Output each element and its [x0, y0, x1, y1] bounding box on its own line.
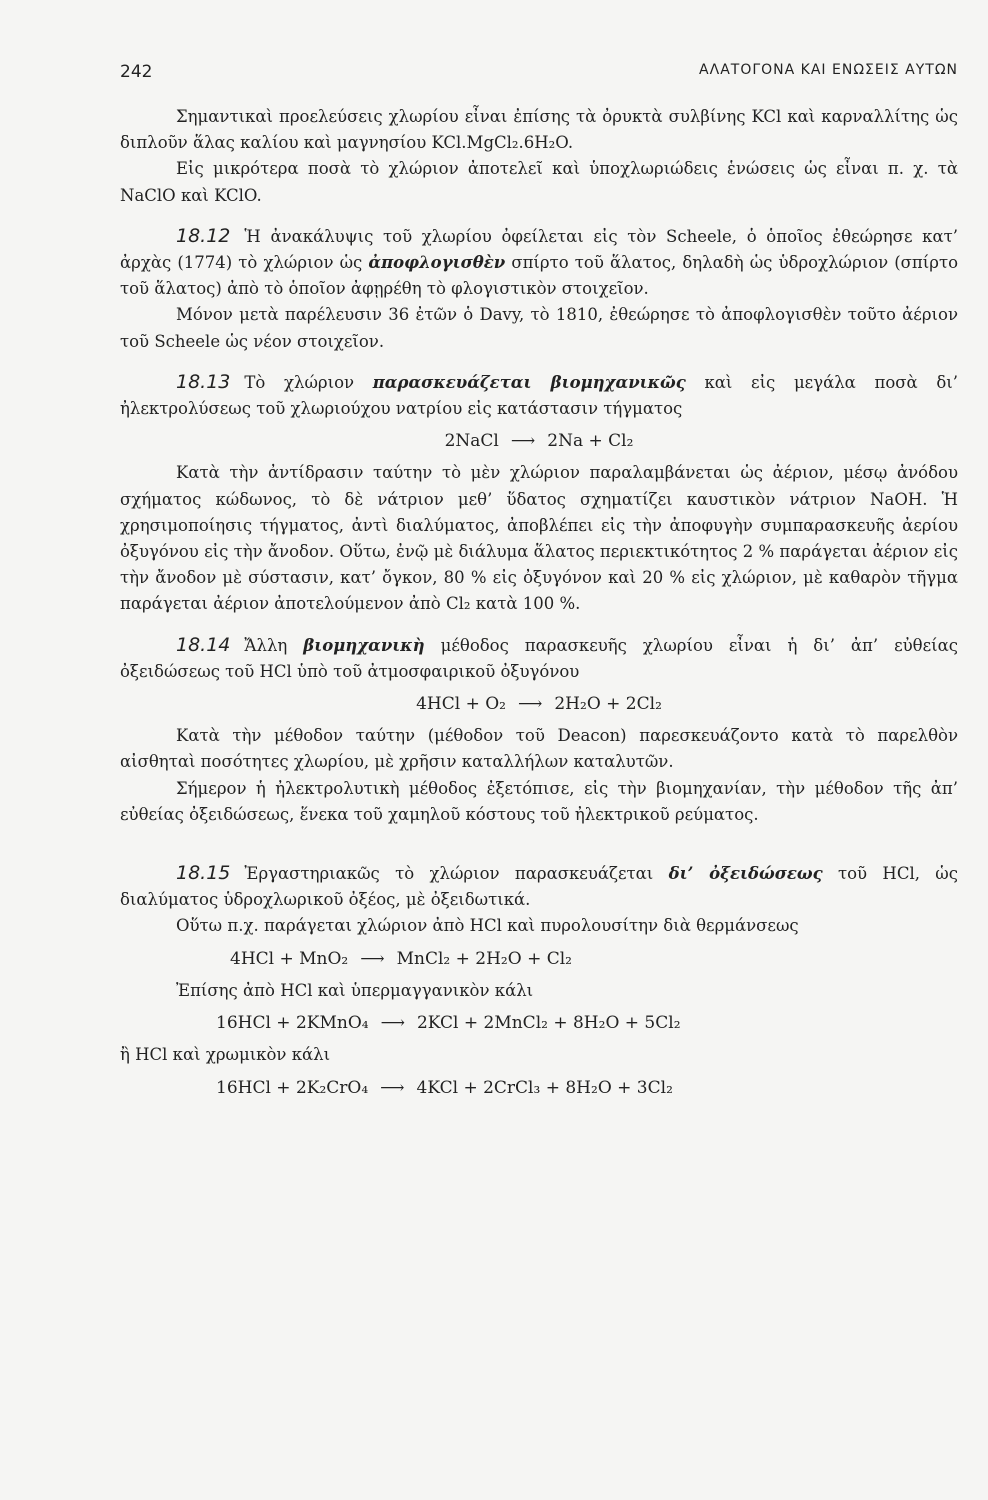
- emphasis-term: βιομηχανικὴ: [303, 635, 425, 655]
- section-18-12: [120, 223, 958, 355]
- section-text: τοῦ HCl, ὡς διαλύματος ὑδροχλωρικοῦ ὀξέος, μὲ ὀξειδωτικά.: [120, 864, 958, 910]
- reaction-arrow: ⟶: [380, 1013, 405, 1034]
- emphasis-term: δι’ ὀξειδώσεως: [668, 864, 823, 884]
- section-18-13: [120, 369, 958, 618]
- section-paragraph: Κατὰ τὴν ἀντίδρασιν ταύτην τὸ μὲν χλώριον παραλαμβάνεται ὡς ἀέριον, μέσῳ ἀνόδου σχήματος κώδωνος, τὸ δὲ νάτριον μεθ’ ὕδατος σχηματίζει καυστικὸν νάτριον NaOH. Ἡ χρησιμοποίησις τήγματος, ἀντὶ διαλύματος, ἀποβλέπει εἰς τὴν ἀποφυγὴν συμπαρασκευῆς ἀερίου ὀξυγόνου εἰς τὴν ἄνοδον. Οὕτω, ἐνῷ μὲ διάλυμα ἅλατος περιεκτικότητος 2 % παράγεται ἀέριον εἰς τὴν ἄνοδον μὲ σύστασιν, κατ’ ὄγκον, 80 % εἰς ὀξυγόνον καὶ 20 % εἰς χλώριον, μὲ καθαρὸν τῆγμα παράγεται ἀέριον ἀποτελούμενον ἀπὸ Cl₂ κατὰ 100 %.: [120, 463, 958, 614]
- equation-reactants: 16HCl + 2K₂CrO₄: [216, 1077, 369, 1098]
- section-text: Τὸ χλώριον: [244, 372, 355, 392]
- section-text: Ἡ ἀνακάλυψις τοῦ χλωρίου ὀφείλεται εἰς τὸν Scheele, ὁ ὁποῖος ἐθεώρησε κατ’ ἀρχὰς (1774) τὸ χλώριον ὡς: [120, 226, 958, 273]
- page-header: [120, 62, 958, 86]
- equation-products: 4KCl + 2CrCl₃ + 8H₂O + 3Cl₂: [416, 1077, 673, 1098]
- section-paragraph: Σήμερον ἡ ἠλεκτρολυτικὴ μέθοδος ἐξετόπισε, εἰς τὴν βιομηχανίαν, τὴν μέθοδον τῆς ἀπ’ εὐθείας ὀξειδώσεως, ἕνεκα τοῦ χαμηλοῦ κόστους τοῦ ἠλεκτρικοῦ ρεύματος.: [120, 778, 958, 824]
- reaction-arrow: ⟶: [517, 694, 543, 715]
- section-number: 18.15: [176, 862, 231, 885]
- equation-products: 2H₂O + 2Cl₂: [554, 694, 662, 715]
- section-paragraph: Μόνον μετὰ παρέλευσιν 36 ἐτῶν ὁ Davy, τὸ 1810, ἐθεώρησε τὸ ἀποφλογισθὲν τοῦτο ἀέριον τοῦ Scheele ὡς νέον στοιχεῖον.: [120, 305, 958, 351]
- equation-reactants: 2NaCl: [444, 431, 499, 452]
- section-number: 18.13: [176, 370, 231, 393]
- equation-reactants: 16HCl + 2KMnO₄: [216, 1013, 369, 1034]
- intro-paragraph-2: Εἰς μικρότερα ποσὰ τὸ χλώριον ἀποτελεῖ καὶ ὑποχλωριώδεις ἑνώσεις ὡς εἶναι π. χ. τὰ NaClO καὶ KClO.: [120, 159, 958, 205]
- chemical-equation: [120, 691, 958, 717]
- section-paragraph: [120, 223, 958, 303]
- section-paragraph: Ἐπίσης ἀπὸ HCl καὶ ὑπερμαγγανικὸν κάλι: [176, 980, 534, 1000]
- section-paragraph: Κατὰ τὴν μέθοδον ταύτην (μέθοδον τοῦ Deacon) παρεσκευάζοντο κατὰ τὸ παρελθὸν αἰσθηταὶ ποσότητες χλωρίου, μὲ χρῆσιν καταλλήλων καταλυτῶν.: [120, 726, 958, 772]
- equation-products: MnCl₂ + 2H₂O + Cl₂: [396, 948, 572, 969]
- equation-products: 2KCl + 2MnCl₂ + 8H₂O + 5Cl₂: [416, 1013, 681, 1034]
- intro-paragraph-1: Σημαντικαὶ προελεύσεις χλωρίου εἶναι ἐπίσης τὰ ὀρυκτὰ συλβίνης KCl καὶ καρναλλίτης ὡς διπλοῦν ἅλας καλίου καὶ μαγνησίου KCl.MgCl₂.6H₂O.: [120, 107, 958, 153]
- chemical-equation: [120, 1010, 958, 1036]
- section-18-14: [120, 632, 958, 828]
- section-paragraph: [120, 632, 958, 685]
- section-number: 18.12: [176, 224, 231, 247]
- chemical-equation: [120, 946, 958, 972]
- reaction-arrow: ⟶: [360, 948, 385, 969]
- page-body: [120, 104, 958, 1107]
- section-text: Ἐργαστηριακῶς τὸ χλώριον παρασκευάζεται: [244, 864, 654, 884]
- section-18-15: [120, 860, 958, 1101]
- reaction-arrow: ⟶: [380, 1077, 405, 1098]
- section-paragraph: Οὕτω π.χ. παράγεται χλώριον ἀπὸ HCl καὶ πυρολουσίτην διὰ θερμάνσεως: [176, 916, 799, 936]
- section-paragraph: [120, 369, 958, 422]
- reaction-arrow: ⟶: [510, 431, 536, 452]
- spacer: [120, 828, 958, 846]
- section-text: μέθοδος παρασκευῆς χλωρίου εἶναι ἡ δι’ ἀπ’ εὐθείας ὀξειδώσεως τοῦ HCl ὑπὸ τοῦ ἀτμοσφαιρικοῦ ὀξυγόνου: [120, 635, 958, 681]
- chemical-equation: [120, 1075, 958, 1101]
- section-paragraph: ἢ HCl καὶ χρωμικὸν κάλι: [120, 1045, 331, 1065]
- equation-reactants: 4HCl + MnO₂: [230, 948, 349, 969]
- emphasis-term: παρασκευάζεται βιομηχανικῶς: [372, 372, 686, 392]
- chemical-equation: [120, 428, 958, 454]
- section-text: σπίρτο τοῦ ἅλατος, δηλαδὴ ὡς ὑδροχλώριον (σπίρτο τοῦ ἅλατος) ἀπὸ τὸ ὁποῖον ἀφῃρέθη τὸ φλογιστικὸν στοιχεῖον.: [120, 253, 959, 299]
- section-number: 18.14: [176, 633, 231, 656]
- page-number: 242: [120, 62, 153, 82]
- section-text: καὶ εἰς μεγάλα ποσὰ δι’ ἠλεκτρολύσεως τοῦ χλωριούχου νατρίου εἰς κατάστασιν τήγματος: [120, 372, 958, 419]
- equation-products: 2Na + Cl₂: [547, 431, 634, 452]
- emphasis-term: ἀποφλογισθὲν: [368, 253, 506, 273]
- section-paragraph: [120, 860, 958, 913]
- equation-reactants: 4HCl + O₂: [416, 694, 506, 715]
- section-text: Ἄλλη: [244, 635, 288, 655]
- running-head: ΑΛΑΤΟΓΟΝΑ ΚΑΙ ΕΝΩΣΕΙΣ ΑΥΤΩΝ: [699, 62, 958, 78]
